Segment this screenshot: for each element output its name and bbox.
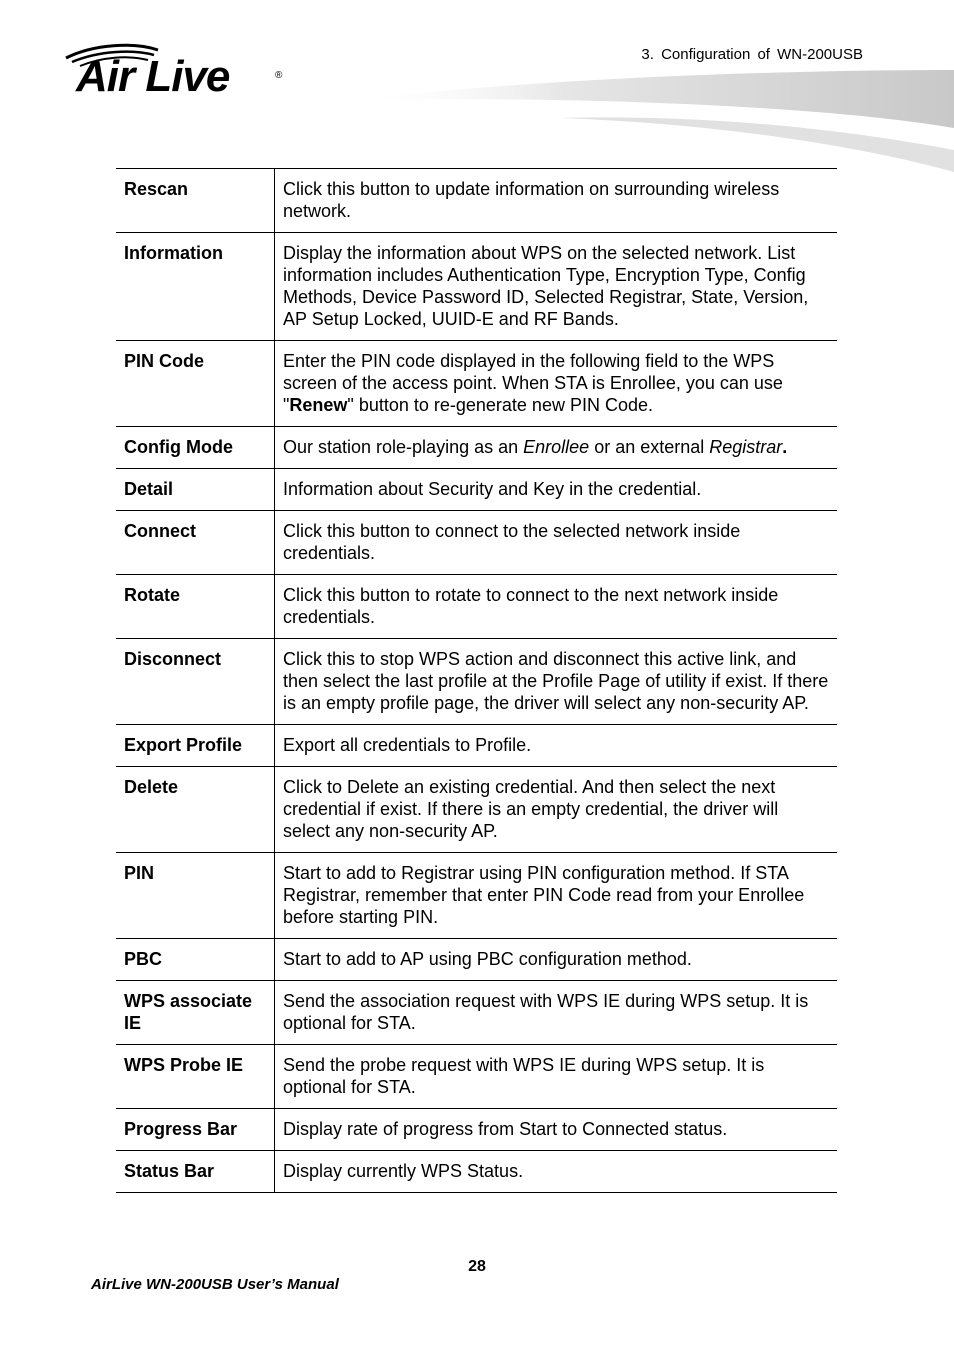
row-description bbox=[275, 939, 838, 981]
row-description bbox=[275, 853, 838, 939]
table-row bbox=[116, 341, 837, 427]
row-description bbox=[275, 469, 838, 511]
description-text: Renew bbox=[289, 395, 348, 415]
table-row bbox=[116, 725, 837, 767]
row-term: WPS Probe IE bbox=[116, 1045, 275, 1109]
description-text: Send the association request with WPS IE during WPS setup. It is optional for STA. bbox=[283, 991, 809, 1033]
description-text: Start to add to Registrar using PIN configuration method. If STA Registrar, remember that enter PIN Code read from your Enrollee before starting PIN. bbox=[283, 863, 805, 927]
row-term: Progress Bar bbox=[116, 1109, 275, 1151]
row-term: Export Profile bbox=[116, 725, 275, 767]
description-text: or an external bbox=[589, 437, 710, 457]
row-term: PIN Code bbox=[116, 341, 275, 427]
description-text: Enter the PIN code displayed in the following field to the WPS screen of the access point. When STA is Enrollee, you can use " bbox=[283, 351, 783, 415]
table-row bbox=[116, 1045, 837, 1109]
row-term: Information bbox=[116, 233, 275, 341]
row-term: Detail bbox=[116, 469, 275, 511]
row-term: Config Mode bbox=[116, 427, 275, 469]
button-description-table bbox=[116, 168, 837, 1193]
airlive-logo bbox=[60, 40, 300, 110]
table-row bbox=[116, 233, 837, 341]
row-description bbox=[275, 427, 838, 469]
row-term: PBC bbox=[116, 939, 275, 981]
row-description bbox=[275, 981, 838, 1045]
row-description bbox=[275, 341, 838, 427]
description-text: Click this button to update information on surrounding wireless network. bbox=[283, 179, 780, 221]
row-term: WPS associate IE bbox=[116, 981, 275, 1045]
row-description bbox=[275, 575, 838, 639]
description-text: Click this to stop WPS action and disconnect this active link, and then select the last profile at the Profile Page of utility if exist. If there is an empty profile page, the driver will select any non-security AP. bbox=[283, 649, 829, 713]
description-text: Export all credentials to Profile. bbox=[283, 735, 532, 755]
description-text: Enrollee bbox=[523, 437, 590, 457]
row-term: PIN bbox=[116, 853, 275, 939]
table-row bbox=[116, 1109, 837, 1151]
table-row bbox=[116, 169, 837, 233]
row-description bbox=[275, 169, 838, 233]
row-term: Rotate bbox=[116, 575, 275, 639]
table-row bbox=[116, 853, 837, 939]
table-row bbox=[116, 639, 837, 725]
row-term: Rescan bbox=[116, 169, 275, 233]
description-text: Information about Security and Key in the credential. bbox=[283, 479, 702, 499]
description-text: " button to re-generate new PIN Code. bbox=[347, 395, 653, 415]
table-row bbox=[116, 427, 837, 469]
manual-title-footer: AirLive WN-200USB User’s Manual bbox=[91, 1276, 339, 1293]
registered-mark-icon: ® bbox=[275, 70, 283, 81]
table-row bbox=[116, 939, 837, 981]
description-text: Display currently WPS Status. bbox=[283, 1161, 524, 1181]
row-term: Status Bar bbox=[116, 1151, 275, 1193]
table-row bbox=[116, 511, 837, 575]
row-description bbox=[275, 511, 838, 575]
logo-brand-text: Air Live bbox=[76, 52, 230, 101]
description-text: Display the information about WPS on the selected network. List information includes Authentication Type, Encryption Type, Config Methods, Device Password ID, Selected Registrar, State, Version, AP Setup Locked, UUID-E and RF Bands. bbox=[283, 243, 809, 329]
description-text: Registrar bbox=[709, 437, 783, 457]
row-description bbox=[275, 233, 838, 341]
row-description bbox=[275, 639, 838, 725]
description-text: Start to add to AP using PBC configuration method. bbox=[283, 949, 692, 969]
row-description bbox=[275, 1045, 838, 1109]
table-row bbox=[116, 981, 837, 1045]
table-row bbox=[116, 1151, 837, 1193]
description-text: Click to Delete an existing credential. And then select the next credential if exist. If there is an empty credential, the driver will select any non-security AP. bbox=[283, 777, 779, 841]
row-term: Connect bbox=[116, 511, 275, 575]
page-number: 28 bbox=[468, 1258, 486, 1275]
description-text: . bbox=[782, 437, 788, 457]
row-description bbox=[275, 1151, 838, 1193]
row-description bbox=[275, 1109, 838, 1151]
table-row bbox=[116, 767, 837, 853]
table-row bbox=[116, 469, 837, 511]
description-text: Click this button to rotate to connect to the next network inside credentials. bbox=[283, 585, 779, 627]
description-text: Display rate of progress from Start to Connected status. bbox=[283, 1119, 728, 1139]
row-term: Delete bbox=[116, 767, 275, 853]
chapter-heading: 3. Configuration of WN-200USB bbox=[641, 46, 863, 63]
description-text: Our station role-playing as an bbox=[283, 437, 524, 457]
row-term: Disconnect bbox=[116, 639, 275, 725]
table-row bbox=[116, 575, 837, 639]
description-text: Send the probe request with WPS IE during WPS setup. It is optional for STA. bbox=[283, 1055, 765, 1097]
row-description bbox=[275, 725, 838, 767]
description-text: Click this button to connect to the selected network inside credentials. bbox=[283, 521, 741, 563]
row-description bbox=[275, 767, 838, 853]
